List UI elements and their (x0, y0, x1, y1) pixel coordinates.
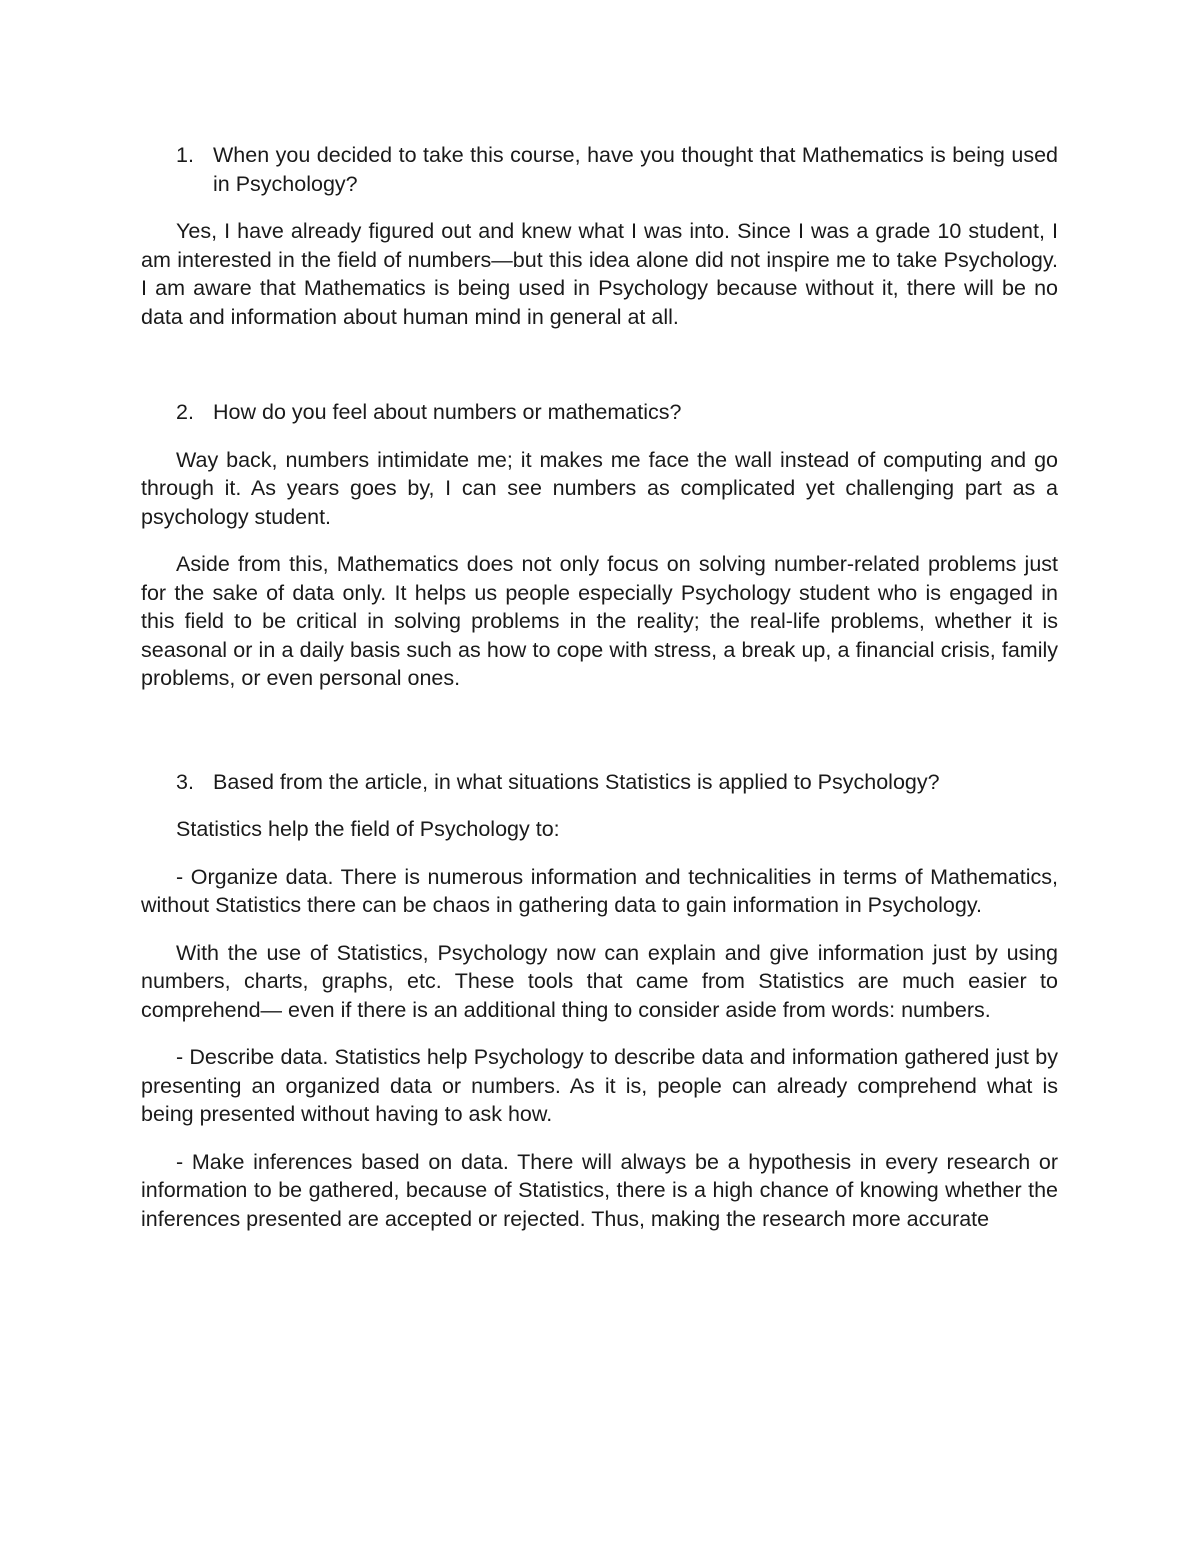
question-number: 2. (176, 400, 194, 424)
answer-paragraph: - Describe data. Statistics help Psychology to describe data and information gathered just by presenting an organized data or numbers. As it is, people can already comprehend what is being presented without having to ask how. (141, 1045, 1058, 1126)
question-text: Based from the article, in what situations Statistics is applied to Psychology? (213, 769, 940, 794)
answer-paragraph: - Organize data. There is numerous information and technicalities in terms of Mathematics, without Statistics there can be chaos in gathering data to gain information in Psychology. (141, 864, 1058, 917)
document-page (141, 141, 1058, 1252)
question-text: How do you feel about numbers or mathematics? (213, 400, 682, 424)
answer-paragraph: - Make inferences based on data. There will always be a hypothesis in every research or information to be gathered, because of Statistics, there is a high chance of knowing whether the inferences presented are accepted or rejected. Thus, making the research more accurate (141, 1149, 1058, 1231)
question-3 (141, 768, 1058, 797)
question-number: 3. (176, 769, 194, 794)
section-spacer (141, 350, 1058, 398)
answer-paragraph: Aside from this, Mathematics does not only focus on solving number-related problems just for the sake of data only. It helps us people especially Psychology student who is engaged in this field to be critical in solving problems in the reality; the real-life problems, whether it is seasonal or in a daily basis such as how to cope with stress, a break up, a financial crisis, family problems, or even personal ones. (141, 552, 1058, 690)
question-text: When you decided to take this course, have you thought that Mathematics is being used in Psychology? (213, 143, 1058, 196)
answer-paragraph: With the use of Statistics, Psychology now can explain and give information just by using numbers, charts, graphs, etc. These tools that came from Statistics are much easier to comprehend— even if there is an additional thing to consider aside from words: numbers. (141, 940, 1058, 1022)
question-1 (141, 141, 1058, 198)
answer-paragraph: Way back, numbers intimidate me; it makes me face the wall instead of computing and go through it. As years goes by, I can see numbers as complicated yet challenging part as a psychology student. (141, 447, 1058, 529)
answer-paragraph: Yes, I have already figured out and knew what I was into. Since I was a grade 10 student, I am interested in the field of numbers—but this idea alone did not inspire me to take Psychology. I am aware that Mathematics is being used in Psychology because without it, there will be no data and information about human mind in general at all. (141, 219, 1058, 329)
answer-paragraph: Statistics help the field of Psychology to: (176, 817, 560, 841)
question-2 (141, 398, 1058, 427)
question-number: 1. (176, 143, 194, 167)
section-spacer (141, 712, 1058, 768)
